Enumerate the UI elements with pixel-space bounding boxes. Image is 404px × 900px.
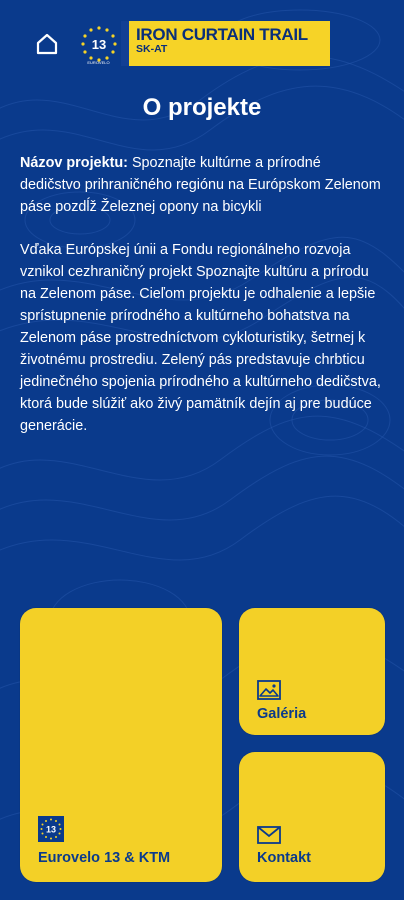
eurovelo-13-logo-icon [38, 816, 64, 842]
image-icon [257, 680, 281, 700]
logo-divider [121, 21, 129, 66]
contact-tile-label: Kontakt [257, 850, 311, 866]
eu-stars-icon [79, 24, 119, 64]
project-name-label: Názov projektu: [20, 155, 128, 171]
app-header [0, 18, 404, 68]
iron-curtain-trail-logo [76, 21, 330, 66]
logo-title: IRON CURTAIN TRAIL [136, 25, 308, 44]
gallery-tile[interactable] [239, 608, 385, 735]
project-name [20, 152, 382, 218]
gallery-tile-label: Galéria [257, 706, 307, 722]
mail-icon [257, 826, 281, 844]
eurovelo-tile-label: Eurovelo 13 & KTM [38, 850, 171, 866]
svg-text:13: 13 [91, 36, 106, 52]
home-button[interactable] [33, 30, 61, 58]
page-title: O projekte [142, 94, 262, 121]
eurovelo-caption: EUROVELO [87, 60, 110, 65]
contact-tile[interactable] [239, 752, 385, 882]
project-description: Vďaka Európskej únii a Fondu regionálneho rozvoja vznikol cezhraničný projekt Spoznajte kultúru a prírodu na Zelenom páse. Cieľom projektu je odhalenie a lepšie sprístupnenie prírodného a kultúrneho bohatstva na Zelenom páse prostredníctvom cykloturistiky, šetrnej k životnému prostrediu. Zelený pás predstavuje chrbticu jedinečného spojenia prírodného a kultúrneho dedičstva, ktorá bude slúžiť ako živý pamätník dejín aj pre budúce generácie. [20, 242, 381, 434]
project-name-value: Spoznajte kultúrne a prírodné dedičstvo prihraničného regiónu na Európskom Zelenom páse pozdĺž Železnej opony na bicykli [20, 155, 381, 215]
logo-text [129, 21, 330, 66]
logo-subtitle: SK-AT [136, 43, 168, 55]
home-icon [35, 32, 59, 56]
eurovelo-badge [76, 21, 121, 66]
eurovelo-tile[interactable] [20, 608, 222, 882]
svg-text:13: 13 [45, 824, 57, 835]
